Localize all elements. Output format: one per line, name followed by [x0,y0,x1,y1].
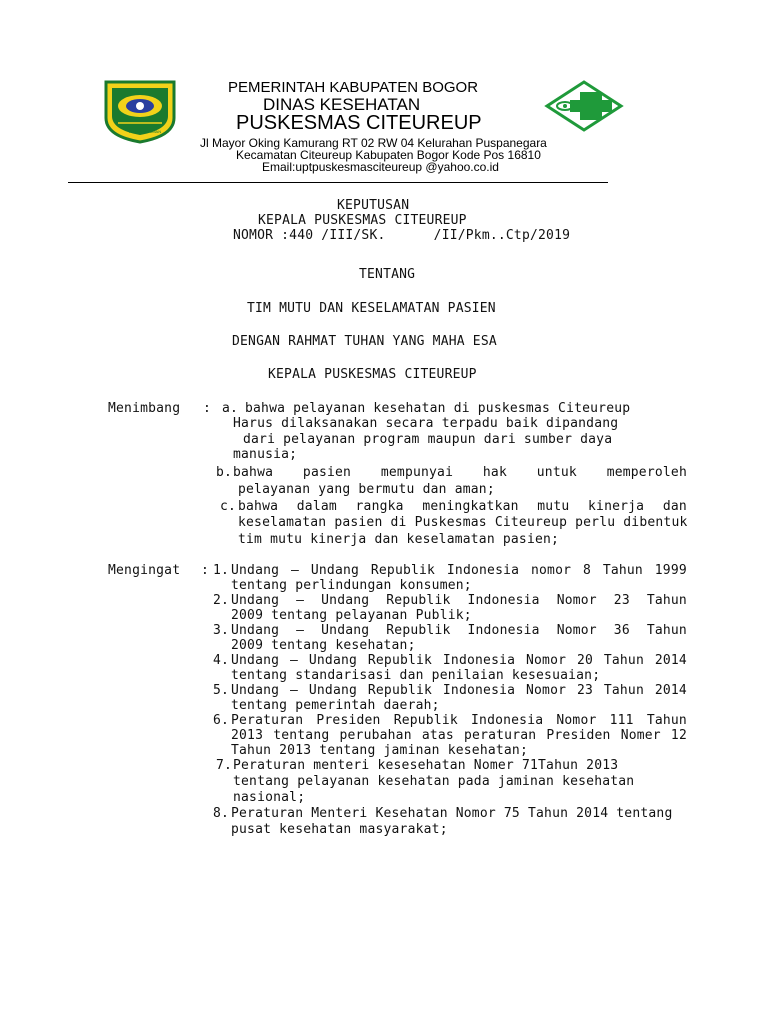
point-a-line-2: Harus dilaksanakan secara terpadu baik dipandang [233,416,619,431]
word: mutu [537,499,570,514]
word: Undang [231,593,280,608]
item-2-number: 2. [213,593,230,608]
word: 2013 [231,728,264,743]
word: Tahun [646,713,687,728]
word: atas [421,728,454,743]
word: pasien [302,465,352,480]
word: Undang [231,623,280,638]
word: Peraturan [231,713,304,728]
word: Nomor [525,653,567,668]
word: Undang [321,593,370,608]
word: bahwa [238,499,279,514]
puskesmas-name: PUSKESMAS CITEUREUP [236,112,482,134]
word: Tahun [646,623,687,638]
logo-motto: TEGAR BERIMAN [128,129,162,134]
word: Indonesia [446,563,520,578]
item-5-line-2: tentang pemerintah daerah; [231,698,440,713]
menimbang-label: Menimbang [108,401,181,416]
word: 23 [576,683,594,698]
word: Nomor [525,683,567,698]
doc-issuer: KEPALA PUSKESMAS CITEUREUP [258,213,467,228]
word: mempunyai [380,465,454,480]
word: Tahun [646,593,687,608]
item-1-line-2: tentang perlindungan konsumen; [231,578,472,593]
word: Indonesia [442,683,516,698]
item-8-line-2: pusat kesehatan masyarakat; [231,822,448,837]
item-8-line-1: Peraturan Menteri Kesehatan Nomor 75 Tahun 2014 tentang [231,806,673,821]
address-line-2: Kecamatan Citeureup Kabupaten Bogor Kode Pos 16810 [236,148,541,162]
puskesmas-cross-logo [544,80,624,132]
email-line: Email:uptpuskesmasciteureup @yahoo.co.id [262,160,499,174]
word: Republik [367,653,433,668]
word: Republik [386,623,451,638]
word: rangka [355,499,404,514]
word: Presiden [546,728,611,743]
point-c-line-2: keselamatan pasien di Puskesmas Citeureup perlu dibentuk [238,515,688,530]
point-b-line-1 [233,465,687,480]
word: – [296,593,305,608]
word: Nomor [556,623,597,638]
kabupaten-bogor-logo [100,78,180,144]
item-1-line-1 [231,563,687,578]
word: Undang [308,683,358,698]
word: Undang [321,623,370,638]
word: Undang [231,563,280,578]
word: – [296,623,305,638]
item-4-line-2: tentang standarisasi dan penilaian kesesuaian; [231,668,601,683]
word: 1999 [654,563,687,578]
word: Tahun [602,563,643,578]
point-b-line-2: pelayanan yang bermutu dan aman; [238,482,495,497]
item-7-line-1: Peraturan menteri kesesehatan Nomer 71Tahun 2013 [233,758,619,773]
word: Indonesia [467,623,540,638]
point-c-marker: c. [220,499,237,514]
item-3-number: 3. [213,623,230,638]
word: dalam [296,499,337,514]
item-3-line-2: 2009 tentang kesehatan; [231,638,416,653]
dept-line: DINAS KESEHATAN [263,95,421,114]
word: Nomer [620,728,661,743]
word: Republik [370,563,436,578]
word: 36 [613,623,630,638]
point-a-marker: a. [222,401,239,416]
word: tentang [273,728,330,743]
item-5-number: 5. [213,683,230,698]
item-7-line-2: tentang pelayanan kesehatan pada jaminan kesehatan [233,774,635,789]
word: perubahan [339,728,412,743]
word: meningkatkan [422,499,519,514]
word: – [290,653,299,668]
word: 2014 [654,683,687,698]
doc-number: NOMOR :440 /III/SK. /II/Pkm..Ctp/2019 [233,228,571,243]
word: 23 [613,593,630,608]
word: Tahun [603,653,644,668]
mengingat-label: Mengingat [108,563,181,578]
word: Indonesia [467,593,540,608]
item-7-line-3: nasional; [233,790,306,805]
word: hak [482,465,507,480]
word: untuk [536,465,577,480]
menimbang-colon: : [203,401,212,416]
word: Republik [393,713,458,728]
gov-line: PEMERINTAH KABUPATEN BOGOR [228,79,479,96]
word: 2014 [654,653,687,668]
word: Undang [308,653,358,668]
item-7-number: 7. [216,758,233,773]
word: dan [662,499,687,514]
item-2-line-2: 2009 tentang pelayanan Publik; [231,608,472,623]
word: 111 [609,713,634,728]
word: Republik [386,593,451,608]
word: bahwa [233,465,274,480]
word: 8 [582,563,591,578]
doc-type: KEPUTUSAN [337,198,410,213]
word: Undang [231,683,280,698]
point-b-marker: b. [216,465,233,480]
word: Indonesia [471,713,544,728]
item-6-line-1 [231,713,687,728]
issuer-heading: KEPALA PUSKESMAS CITEUREUP [268,367,477,382]
word: memperoleh [606,465,687,480]
point-a-line-1: bahwa pelayanan kesehatan di puskesmas Citeureup [245,401,631,416]
word: Nomor [556,713,597,728]
point-c-line-3: tim mutu kinerja dan keselamatan pasien; [238,532,560,547]
item-8-number: 8. [213,806,230,821]
word: Nomor [556,593,597,608]
item-5-line-1 [231,683,687,698]
item-2-line-1 [231,593,687,608]
word: kinerja [588,499,645,514]
word: – [291,563,300,578]
word: Presiden [316,713,381,728]
mengingat-colon: : [201,563,210,578]
word: Republik [367,683,433,698]
rahmat-heading: DENGAN RAHMAT TUHAN YANG MAHA ESA [232,334,497,349]
word: Undang [310,563,360,578]
word: peraturan [464,728,537,743]
word: – [290,683,299,698]
item-6-number: 6. [213,713,230,728]
address-line-1: Jl Mayor Oking Kamurang RT 02 RW 04 Kelurahan Puspanegara [200,136,547,150]
item-4-number: 4. [213,653,230,668]
item-6-line-2 [231,728,687,743]
header-divider [68,182,608,183]
word: 12 [670,728,687,743]
word: 20 [576,653,594,668]
subject-heading: TIM MUTU DAN KESELAMATAN PASIEN [247,301,496,316]
point-a-line-4: manusia; [233,447,298,462]
item-4-line-1 [231,653,687,668]
word: Undang [231,653,280,668]
word: nomor [530,563,572,578]
word: Tahun [603,683,644,698]
word: Indonesia [442,653,516,668]
item-3-line-1 [231,623,687,638]
tentang-heading: TENTANG [359,267,416,282]
point-c-line-1 [238,499,687,514]
item-6-line-3: Tahun 2013 tentang jaminan kesehatan; [231,743,528,758]
point-a-line-3: dari pelayanan program maupun dari sumber daya [243,432,613,447]
item-1-number: 1. [213,563,230,578]
